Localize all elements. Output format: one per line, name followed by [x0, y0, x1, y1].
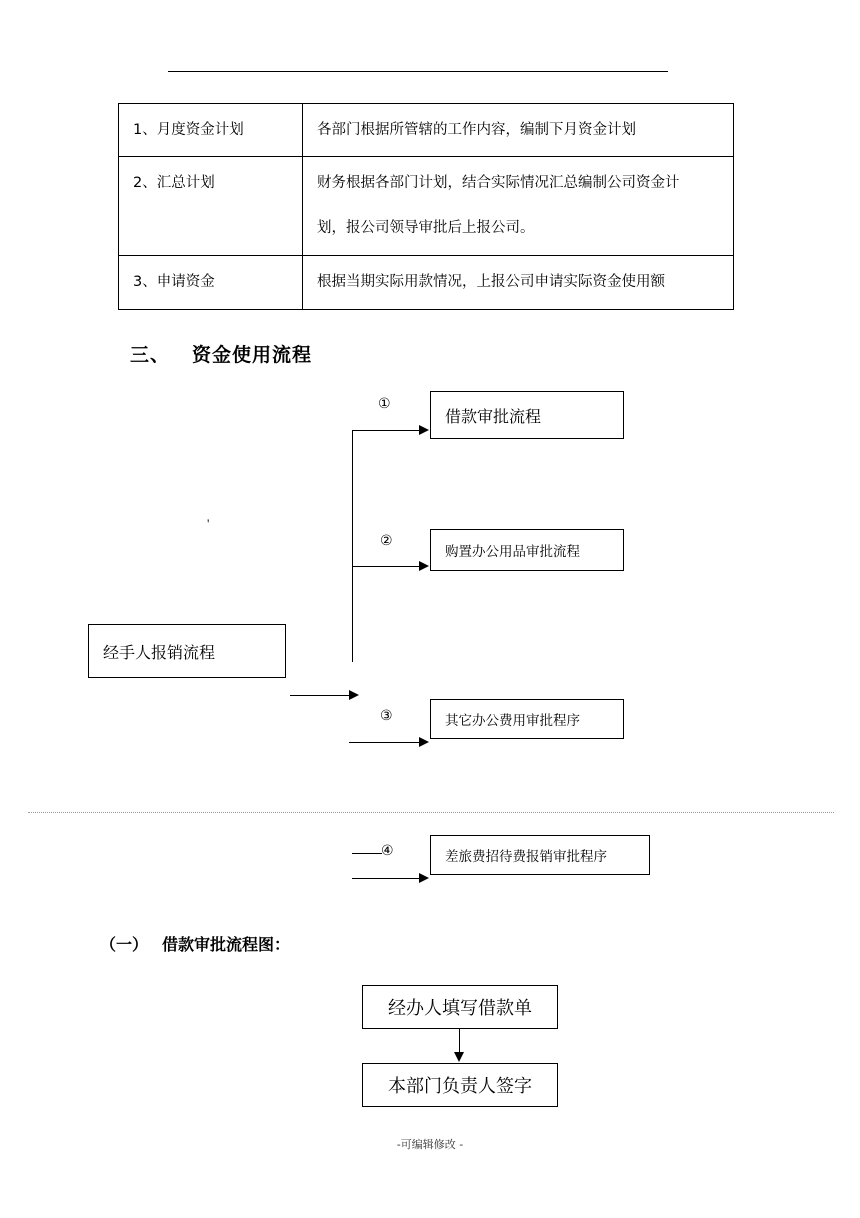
flow-branch-box-4 — [430, 835, 650, 875]
subsection-heading-1-title: 借款审批流程图： — [162, 935, 291, 954]
flow-connector-3-arrow — [419, 737, 429, 747]
flow-marker-1: ① — [378, 396, 391, 412]
flow-branch-box-3 — [430, 699, 624, 739]
subsection-heading-1 — [100, 932, 290, 955]
flow-connector-1-line — [352, 430, 420, 431]
flow-branch-box-1 — [430, 391, 624, 439]
page-footer: -可编辑修改 - — [396, 1138, 464, 1151]
stray-mark: ' — [207, 516, 210, 531]
flow-source-box — [88, 624, 286, 678]
flow-connector-1-arrow — [419, 425, 429, 435]
flow-connector-source-arrow — [349, 690, 359, 700]
loan-flow-step-2-label: 本部门负责人签字 — [388, 1076, 532, 1097]
section-heading-3 — [130, 340, 312, 367]
flow-connector-source-line — [290, 695, 350, 696]
table-cell-content — [303, 157, 734, 256]
table-cell-content: 根据当期实际用款情况，上报公司申请实际资金使用额 — [303, 256, 734, 309]
flow-connector-4-feeder-line — [352, 853, 382, 854]
table-cell-content-line1: 财务根据各部门计划，结合实际情况汇总编制公司资金计 — [317, 175, 680, 192]
flow-branch-box-3-label: 其它办公费用审批程序 — [445, 713, 580, 729]
flow-trunk-vertical-line — [352, 430, 353, 662]
loan-flow-step-1-box — [362, 985, 558, 1029]
table-row — [119, 157, 734, 256]
flow-marker-2: ② — [380, 533, 393, 549]
flow-marker-4: ④ — [381, 843, 394, 859]
flow-marker-3: ③ — [380, 708, 393, 724]
flow-connector-4-line — [352, 878, 420, 879]
section-heading-3-title: 资金使用流程 — [192, 344, 313, 366]
flow-connector-2-arrow — [419, 561, 429, 571]
flow-connector-4-arrow — [419, 873, 429, 883]
funding-plan-table — [118, 103, 734, 310]
loan-flow-connector-1-arrow — [454, 1052, 464, 1062]
top-horizontal-rule — [168, 71, 668, 72]
table-cell-content-line2: 划，报公司领导审批后上报公司。 — [317, 219, 535, 236]
flow-branch-box-2 — [430, 529, 624, 571]
subsection-heading-1-number: （一） — [100, 935, 149, 954]
table-cell-label: 2、汇总计划 — [119, 157, 303, 256]
flow-source-box-label: 经手人报销流程 — [103, 642, 216, 662]
flow-branch-box-4-label: 差旅费招待费报销审批程序 — [445, 849, 607, 865]
page-dotted-separator — [28, 812, 834, 813]
table-cell-label: 1、月度资金计划 — [119, 104, 303, 157]
table-row — [119, 104, 734, 157]
flow-connector-3-line — [349, 742, 421, 743]
loan-flow-step-2-box — [362, 1063, 558, 1107]
flow-branch-box-1-label: 借款审批流程 — [445, 406, 542, 426]
flow-branch-box-2-label: 购置办公用品审批流程 — [445, 544, 580, 560]
table-row — [119, 256, 734, 309]
loan-flow-step-1-label: 经办人填写借款单 — [388, 998, 532, 1019]
table-cell-label: 3、申请资金 — [119, 256, 303, 309]
section-heading-3-number: 三、 — [130, 344, 171, 366]
flow-connector-2-line — [352, 566, 420, 567]
table-cell-content: 各部门根据所管辖的工作内容，编制下月资金计划 — [303, 104, 734, 157]
